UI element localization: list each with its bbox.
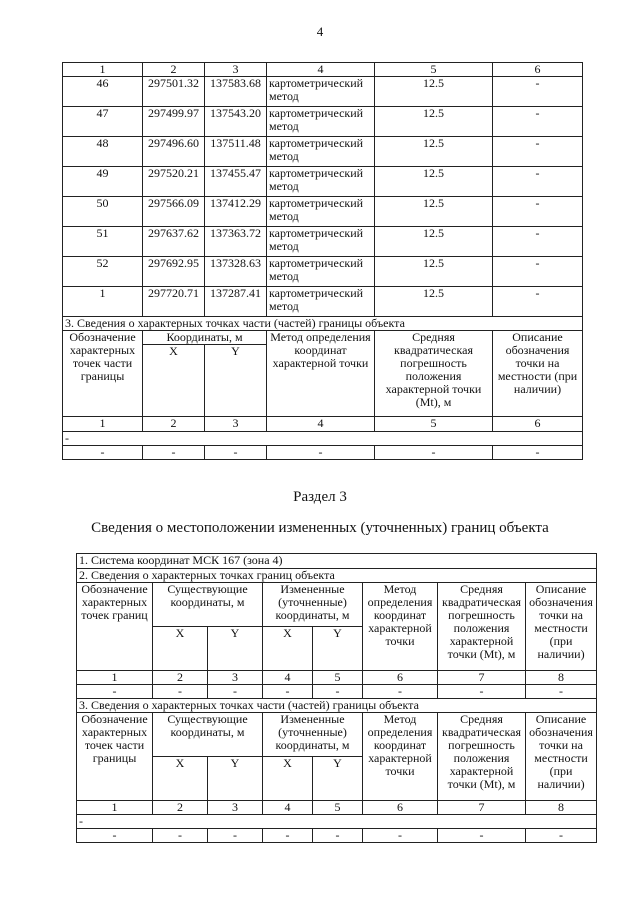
- boundary-points-table: [62, 62, 583, 460]
- column-number: 1: [77, 801, 153, 815]
- empty-cell: -: [63, 446, 143, 460]
- system-row: [77, 554, 597, 569]
- separator: -: [77, 815, 597, 829]
- header-y: Y: [208, 757, 263, 801]
- empty-cell: -: [267, 446, 375, 460]
- coord-x: 297720.71: [143, 287, 205, 317]
- header-description: Описание обозначения точки на местности (при наличии): [526, 713, 597, 801]
- empty-cell: -: [313, 685, 363, 699]
- section3-title: 3. Сведения о характерных точках части (частей) границы объекта: [63, 317, 583, 331]
- coord-y: 137412.29: [205, 197, 267, 227]
- header-x: X: [143, 345, 205, 417]
- header-precision: Средняя квадратическая погрешность положения характерной точки (Mt), м: [375, 331, 493, 417]
- column-number-row: [77, 801, 597, 815]
- header-x: X: [263, 757, 313, 801]
- separator: -: [63, 432, 583, 446]
- empty-cell: -: [143, 446, 205, 460]
- column-number: 3: [208, 671, 263, 685]
- column-number: 2: [143, 63, 205, 77]
- header-x: X: [263, 627, 313, 671]
- method: картометрический метод: [267, 107, 375, 137]
- table-row: [63, 167, 583, 197]
- header-y: Y: [313, 627, 363, 671]
- method: картометрический метод: [267, 167, 375, 197]
- method: картометрический метод: [267, 77, 375, 107]
- header-changed-coordinates: Измененные (уточненные) координаты, м: [263, 583, 363, 627]
- point-number: 47: [63, 107, 143, 137]
- empty-row: [63, 446, 583, 460]
- coord-x: 297520.21: [143, 167, 205, 197]
- header-x: X: [153, 757, 208, 801]
- section-header-row: [77, 699, 597, 713]
- empty-cell: -: [526, 829, 597, 843]
- empty-cell: -: [208, 829, 263, 843]
- description: -: [493, 227, 583, 257]
- column-number: 6: [363, 671, 438, 685]
- coord-y: 137455.47: [205, 167, 267, 197]
- method: картометрический метод: [267, 257, 375, 287]
- section-title: Раздел 3: [293, 489, 347, 505]
- empty-cell: -: [493, 446, 583, 460]
- description: -: [493, 257, 583, 287]
- method: картометрический метод: [267, 287, 375, 317]
- method: картометрический метод: [267, 137, 375, 167]
- coord-x: 297501.32: [143, 77, 205, 107]
- column-number: 2: [153, 801, 208, 815]
- empty-cell: -: [153, 829, 208, 843]
- point-number: 48: [63, 137, 143, 167]
- header-existing-coordinates: Существующие координаты, м: [153, 713, 263, 757]
- empty-cell: -: [263, 685, 313, 699]
- empty-cell: -: [313, 829, 363, 843]
- table-row: [63, 227, 583, 257]
- point-number: 49: [63, 167, 143, 197]
- coord-y: 137328.63: [205, 257, 267, 287]
- column-number: 5: [375, 63, 493, 77]
- header-row: [77, 583, 597, 627]
- empty-cell: -: [375, 446, 493, 460]
- header-changed-coordinates: Измененные (уточненные) координаты, м: [263, 713, 363, 757]
- table-row: [63, 77, 583, 107]
- table-row: [63, 287, 583, 317]
- description: -: [493, 137, 583, 167]
- empty-cell: -: [77, 829, 153, 843]
- column-number: 8: [526, 671, 597, 685]
- header-designation: Обозначение характерных точек границ: [77, 583, 153, 671]
- precision: 12.5: [375, 197, 493, 227]
- header-description: Описание обозначения точки на местности (при наличии): [526, 583, 597, 671]
- header-coordinates: Координаты, м: [143, 331, 267, 345]
- empty-row: [77, 829, 597, 843]
- method: картометрический метод: [267, 197, 375, 227]
- coord-x: 297692.95: [143, 257, 205, 287]
- header-y: Y: [208, 627, 263, 671]
- empty-cell: -: [438, 685, 526, 699]
- section-header-row: [63, 317, 583, 331]
- column-number: 5: [313, 671, 363, 685]
- header-description: Описание обозначения точки на местности (при наличии): [493, 331, 583, 417]
- column-number: 6: [363, 801, 438, 815]
- empty-cell: -: [526, 685, 597, 699]
- header-precision: Средняя квадратическая погрешность положения характерной точки (Mt), м: [438, 583, 526, 671]
- empty-cell: -: [77, 685, 153, 699]
- column-number: 2: [143, 417, 205, 432]
- column-number: 3: [205, 63, 267, 77]
- point-number: 46: [63, 77, 143, 107]
- coord-y: 137511.48: [205, 137, 267, 167]
- empty-row: [77, 685, 597, 699]
- coord-y: 137583.68: [205, 77, 267, 107]
- header-row: [77, 713, 597, 757]
- description: -: [493, 197, 583, 227]
- column-number: 1: [63, 63, 143, 77]
- empty-cell: -: [263, 829, 313, 843]
- description: -: [493, 107, 583, 137]
- column-number: 1: [77, 671, 153, 685]
- page-number: 4: [316, 24, 324, 39]
- empty-cell: -: [205, 446, 267, 460]
- coord-y: 137543.20: [205, 107, 267, 137]
- section-subtitle: Сведения о местоположении измененных (уточненных) границ объекта: [91, 520, 549, 536]
- part2-title: 2. Сведения о характерных точках границ объекта: [77, 569, 597, 583]
- coord-x: 297496.60: [143, 137, 205, 167]
- column-number: 6: [493, 63, 583, 77]
- column-number: 7: [438, 801, 526, 815]
- empty-cell: -: [208, 685, 263, 699]
- column-number: 5: [375, 417, 493, 432]
- precision: 12.5: [375, 227, 493, 257]
- column-number: 4: [263, 801, 313, 815]
- column-number: 7: [438, 671, 526, 685]
- section-header-row: [77, 569, 597, 583]
- part3-title: 3. Сведения о характерных точках части (частей) границы объекта: [77, 699, 597, 713]
- column-number: 4: [263, 671, 313, 685]
- separator-row: [77, 815, 597, 829]
- header-y: Y: [205, 345, 267, 417]
- precision: 12.5: [375, 137, 493, 167]
- table-row: [63, 107, 583, 137]
- empty-cell: -: [363, 829, 438, 843]
- precision: 12.5: [375, 107, 493, 137]
- header-designation: Обозначение характерных точек части границы: [63, 331, 143, 417]
- point-number: 51: [63, 227, 143, 257]
- description: -: [493, 287, 583, 317]
- coord-y: 137287.41: [205, 287, 267, 317]
- header-y: Y: [313, 757, 363, 801]
- column-number: 3: [208, 801, 263, 815]
- coord-x: 297566.09: [143, 197, 205, 227]
- table-row: [63, 137, 583, 167]
- method: картометрический метод: [267, 227, 375, 257]
- column-number-row: [63, 63, 583, 77]
- coord-x: 297499.97: [143, 107, 205, 137]
- precision: 12.5: [375, 167, 493, 197]
- coordinate-system: 1. Система координат МСК 167 (зона 4): [77, 554, 597, 569]
- column-number-row: [77, 671, 597, 685]
- table-row: [63, 197, 583, 227]
- separator-row: [63, 432, 583, 446]
- precision: 12.5: [375, 257, 493, 287]
- header-precision: Средняя квадратическая погрешность положения характерной точки (Mt), м: [438, 713, 526, 801]
- column-number: 6: [493, 417, 583, 432]
- coord-y: 137363.72: [205, 227, 267, 257]
- empty-cell: -: [153, 685, 208, 699]
- precision: 12.5: [375, 77, 493, 107]
- header-method: Метод определения координат характерной точки: [363, 713, 438, 801]
- point-number: 50: [63, 197, 143, 227]
- header-x: X: [153, 627, 208, 671]
- header-method: Метод определения координат характерной точки: [267, 331, 375, 417]
- header-method: Метод определения координат характерной точки: [363, 583, 438, 671]
- column-number: 3: [205, 417, 267, 432]
- point-number: 1: [63, 287, 143, 317]
- header-row: [63, 331, 583, 345]
- column-number-row: [63, 417, 583, 432]
- precision: 12.5: [375, 287, 493, 317]
- column-number: 8: [526, 801, 597, 815]
- header-existing-coordinates: Существующие координаты, м: [153, 583, 263, 627]
- empty-cell: -: [438, 829, 526, 843]
- column-number: 2: [153, 671, 208, 685]
- column-number: 1: [63, 417, 143, 432]
- empty-cell: -: [363, 685, 438, 699]
- coord-x: 297637.62: [143, 227, 205, 257]
- column-number: 4: [267, 417, 375, 432]
- header-designation: Обозначение характерных точек части границы: [77, 713, 153, 801]
- description: -: [493, 167, 583, 197]
- column-number: 5: [313, 801, 363, 815]
- column-number: 4: [267, 63, 375, 77]
- description: -: [493, 77, 583, 107]
- changed-boundaries-table: [76, 553, 597, 843]
- point-number: 52: [63, 257, 143, 287]
- table-row: [63, 257, 583, 287]
